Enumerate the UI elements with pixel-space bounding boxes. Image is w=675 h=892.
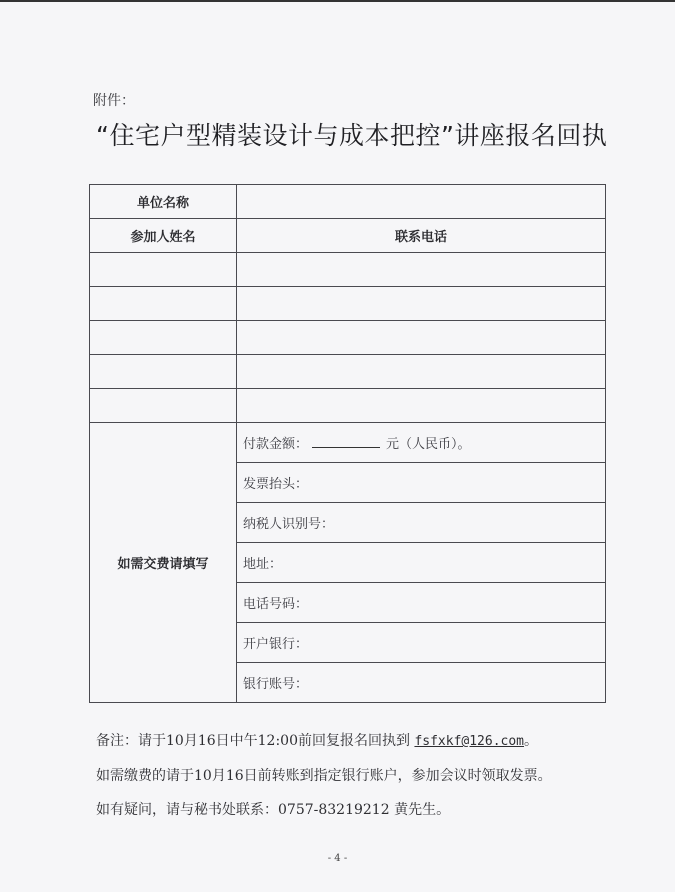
note-deadline-text: 备注：请于10月16日中午12:00前回复报名回执到: [96, 733, 415, 749]
attendee-name-field[interactable]: [90, 355, 237, 389]
fee-section-label: 如需交费请填写: [90, 423, 237, 703]
attendee-name-field[interactable]: [90, 389, 237, 423]
contact-phone-header: 联系电话: [237, 219, 606, 253]
registration-form-table: [89, 184, 606, 703]
bank-field[interactable]: [237, 623, 606, 663]
document-title: “住宅户型精装设计与成本把控”讲座报名回执: [96, 121, 608, 150]
phone-number-label: 电话号码：: [243, 597, 309, 612]
address-field[interactable]: [237, 543, 606, 583]
attendee-row: [90, 253, 606, 287]
taxpayer-id-label: 纳税人识别号：: [243, 517, 335, 532]
payment-amount-label: 付款金额：: [243, 437, 309, 452]
attendee-phone-field[interactable]: [237, 253, 606, 287]
attendee-phone-field[interactable]: [237, 321, 606, 355]
bank-label: 开户银行：: [243, 637, 309, 652]
attendee-row: [90, 321, 606, 355]
taxpayer-id-field[interactable]: [237, 503, 606, 543]
note-deadline-suffix: 。: [524, 733, 539, 749]
invoice-title-label: 发票抬头：: [243, 477, 309, 492]
attendee-name-field[interactable]: [90, 253, 237, 287]
attendee-phone-field[interactable]: [237, 389, 606, 423]
unit-name-field[interactable]: [237, 185, 606, 219]
address-label: 地址：: [243, 557, 283, 572]
attendee-phone-field[interactable]: [237, 355, 606, 389]
attendee-name-header: 参加人姓名: [90, 219, 237, 253]
document-page: [0, 2, 675, 892]
unit-name-label: 单位名称: [90, 185, 237, 219]
invoice-title-field[interactable]: [237, 463, 606, 503]
attendee-header-row: [90, 219, 606, 253]
attachment-label: 附件：: [93, 93, 135, 109]
note-line-contact: 如有疑问，请与秘书处联系：0757-83219212 黄先生。: [96, 802, 451, 818]
payment-amount-blank[interactable]: [312, 435, 380, 448]
notes-section: [96, 724, 552, 827]
bank-account-field[interactable]: [237, 663, 606, 703]
note-line-deadline: [96, 724, 552, 759]
note-line-payment: 如需缴费的请于10月16日前转账到指定银行账户，参加会议时领取发票。: [96, 768, 552, 784]
phone-number-field[interactable]: [237, 583, 606, 623]
attendee-row: [90, 287, 606, 321]
bank-account-label: 银行账号：: [243, 677, 309, 692]
attendee-phone-field[interactable]: [237, 287, 606, 321]
attendee-name-field[interactable]: [90, 321, 237, 355]
email-link[interactable]: fsfxkf@126.com: [414, 734, 525, 749]
attendee-row: [90, 389, 606, 423]
payment-amount-field[interactable]: [237, 423, 606, 463]
fee-row-amount: [90, 423, 606, 463]
attendee-row: [90, 355, 606, 389]
page-number: - 4 -: [327, 853, 348, 864]
attendee-name-field[interactable]: [90, 287, 237, 321]
unit-name-row: [90, 185, 606, 219]
payment-amount-unit: 元（人民币）。: [386, 437, 471, 452]
